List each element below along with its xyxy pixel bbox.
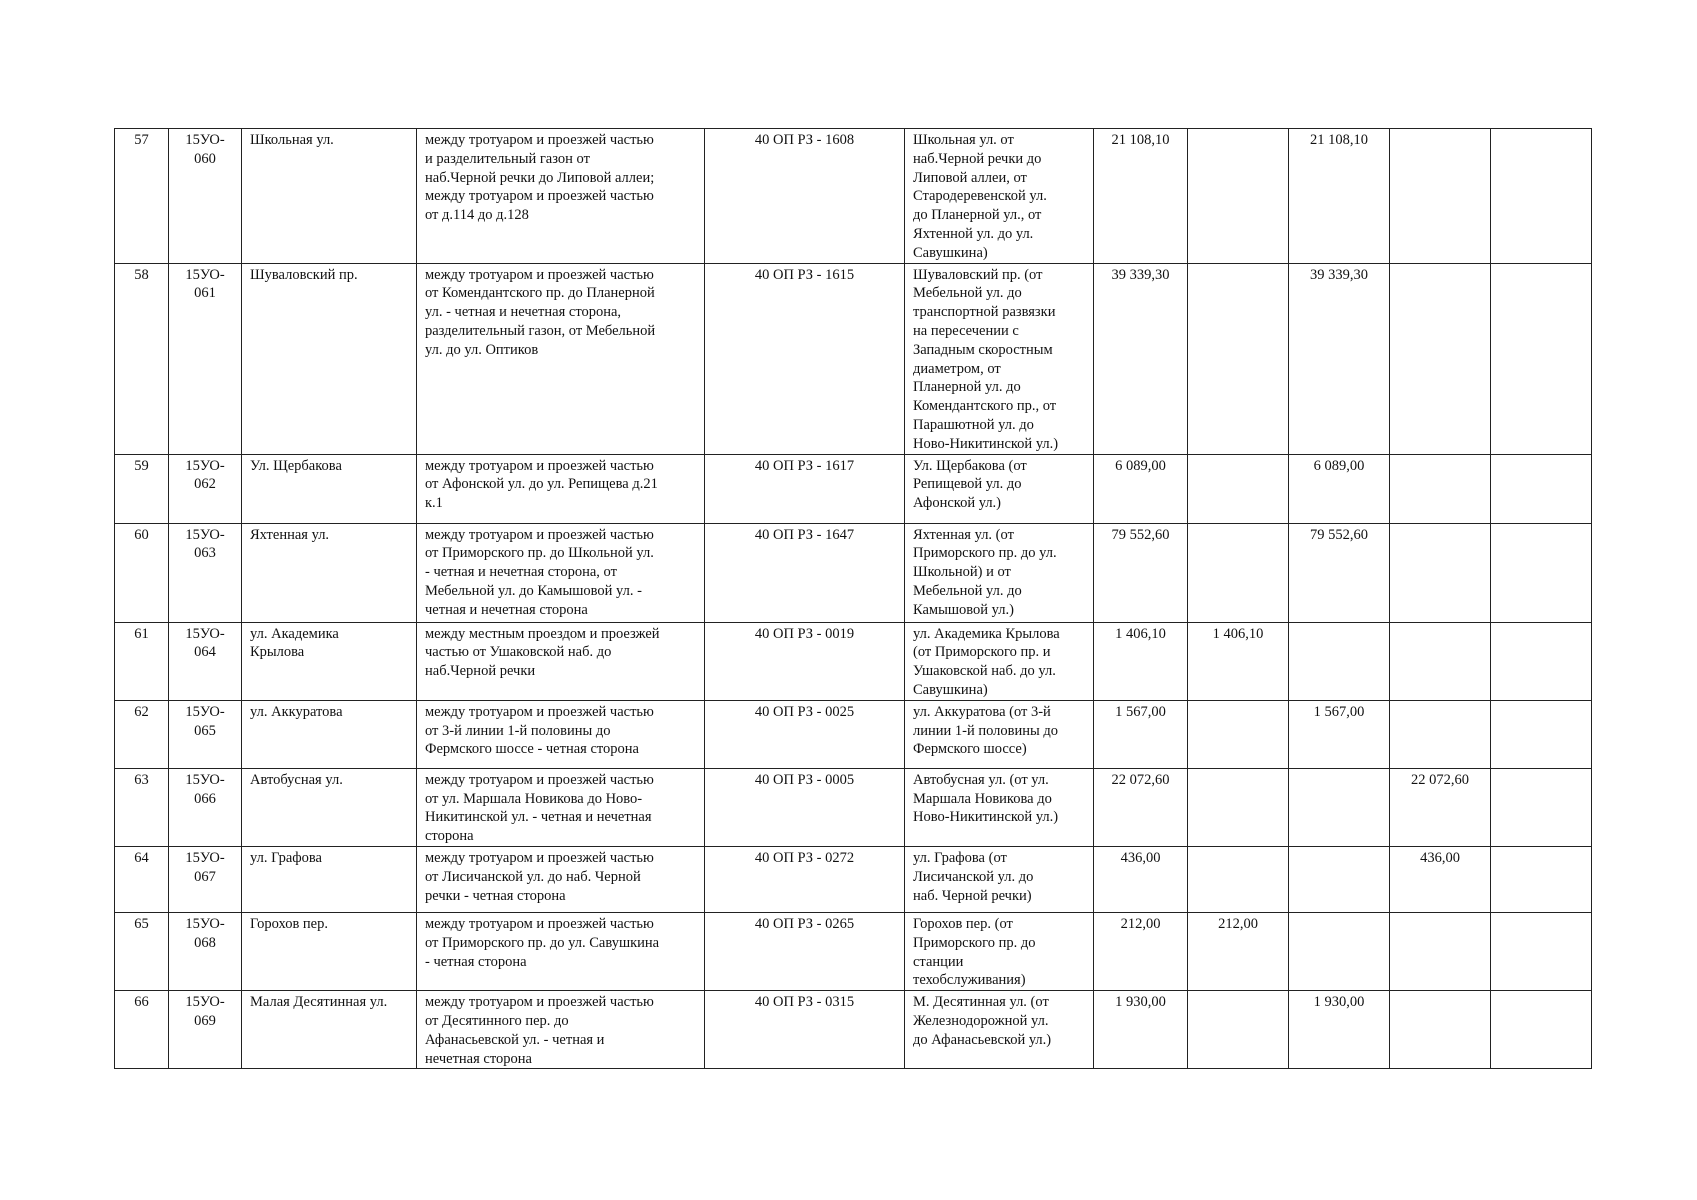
object-code — [169, 263, 242, 454]
table-row — [115, 523, 1592, 622]
total-area: 436,00 — [1094, 846, 1188, 912]
table-row — [115, 768, 1592, 846]
location-description-line: от Десятинного пер. до — [425, 1012, 569, 1029]
street-name — [242, 768, 417, 846]
road-section-line: диаметром, от — [913, 360, 1001, 377]
road-section-line: Школьной) и от — [913, 564, 1011, 581]
street-name — [242, 991, 417, 1069]
object-code-line: 066 — [194, 790, 216, 807]
street-name-line: Автобусная ул. — [250, 771, 343, 788]
row-number: 60 — [115, 523, 169, 622]
area-column-3 — [1390, 129, 1491, 264]
location-description-line: от д.114 до д.128 — [425, 207, 529, 224]
location-description-line: разделительный газон, от Мебельной — [425, 322, 656, 339]
location-description-line: от Лисичанской ул. до наб. Черной — [425, 868, 641, 885]
road-section-line: (от Приморского пр. и — [913, 644, 1051, 661]
area-column-4 — [1491, 912, 1592, 990]
area-column-1 — [1188, 523, 1289, 622]
road-section-line: Ново-Никитинской ул.) — [913, 435, 1059, 452]
location-description — [417, 991, 705, 1069]
road-section-line: Репищевой ул. до — [913, 476, 1022, 493]
area-column-3 — [1390, 700, 1491, 768]
area-column-1 — [1188, 991, 1289, 1069]
area-column-3 — [1390, 991, 1491, 1069]
location-description-line: между тротуаром и проезжей частью — [425, 526, 654, 543]
area-column-3: 436,00 — [1390, 846, 1491, 912]
road-section — [905, 912, 1094, 990]
location-description-line: между тротуаром и проезжей частью — [425, 771, 654, 788]
area-column-4 — [1491, 846, 1592, 912]
area-column-2: 1 567,00 — [1289, 700, 1390, 768]
road-section-line: до Планерной ул., от — [913, 207, 1042, 224]
road-section — [905, 846, 1094, 912]
street-name-line: Школьная ул. — [250, 132, 334, 148]
location-description-line: наб.Черной речки — [425, 663, 536, 680]
road-section-line: Автобусная ул. (от ул. — [913, 771, 1049, 788]
location-description-line: четная и нечетная сторона — [425, 601, 588, 618]
area-column-2: 1 930,00 — [1289, 991, 1390, 1069]
area-column-3 — [1390, 912, 1491, 990]
location-description-line: между тротуаром и проезжей частью — [425, 457, 654, 474]
location-description-line: ул. до ул. Оптиков — [425, 341, 539, 358]
area-column-2: 21 108,10 — [1289, 129, 1390, 264]
street-name — [242, 912, 417, 990]
road-section-line: Шуваловский пр. (от — [913, 266, 1043, 283]
street-name — [242, 700, 417, 768]
road-section-line: Яхтенной ул. до ул. — [913, 225, 1034, 242]
location-description-line: ул. - четная и нечетная сторона, — [425, 304, 622, 321]
road-section-line: Комендантского пр., от — [913, 398, 1057, 415]
road-section — [905, 622, 1094, 700]
object-code-line: 15УО- — [185, 849, 225, 866]
road-section-line: Липовой аллеи, от — [913, 169, 1027, 186]
total-area: 22 072,60 — [1094, 768, 1188, 846]
area-column-2 — [1289, 846, 1390, 912]
total-area: 212,00 — [1094, 912, 1188, 990]
row-number: 63 — [115, 768, 169, 846]
document-page — [114, 128, 1591, 1069]
road-section-line: Ул. Щербакова (от — [913, 457, 1027, 474]
row-number: 66 — [115, 991, 169, 1069]
data-table — [114, 128, 1592, 1069]
object-code-line: 061 — [194, 285, 216, 302]
area-column-3 — [1390, 454, 1491, 523]
road-registry-number: 40 ОП РЗ - 1608 — [705, 129, 905, 264]
area-column-1 — [1188, 454, 1289, 523]
location-description-line: между тротуаром и проезжей частью — [425, 132, 654, 148]
street-name-line: Яхтенная ул. — [250, 526, 330, 543]
location-description-line: к.1 — [425, 495, 443, 512]
table-row — [115, 912, 1592, 990]
road-section-line: Савушкина) — [913, 244, 988, 261]
road-section-line: наб.Черной речки до — [913, 150, 1042, 167]
road-section-line: Планерной ул. до — [913, 379, 1021, 396]
street-name — [242, 263, 417, 454]
object-code — [169, 700, 242, 768]
area-column-1 — [1188, 700, 1289, 768]
location-description — [417, 454, 705, 523]
object-code — [169, 454, 242, 523]
area-column-1 — [1188, 846, 1289, 912]
location-description-line: между тротуаром и проезжей частью — [425, 915, 654, 932]
total-area: 21 108,10 — [1094, 129, 1188, 264]
area-column-1: 212,00 — [1188, 912, 1289, 990]
road-section-line: Ново-Никитинской ул.) — [913, 809, 1059, 826]
location-description-line: между местным проездом и проезжей — [425, 625, 660, 642]
location-description-line: от Комендантского пр. до Планерной — [425, 285, 655, 302]
location-description — [417, 622, 705, 700]
street-name — [242, 129, 417, 264]
road-section-line: Ушаковской наб. до ул. — [913, 663, 1056, 680]
row-number: 65 — [115, 912, 169, 990]
road-section-line: Парашютной ул. до — [913, 416, 1034, 433]
road-registry-number: 40 ОП РЗ - 1615 — [705, 263, 905, 454]
road-section-line: Маршала Новикова до — [913, 790, 1052, 807]
road-section — [905, 454, 1094, 523]
location-description-line: между тротуаром и проезжей частью — [425, 849, 654, 866]
location-description-line: сторона — [425, 828, 474, 845]
location-description — [417, 846, 705, 912]
street-name-line: Крылова — [250, 644, 305, 661]
location-description-line: нечетная сторона — [425, 1050, 532, 1067]
table-row — [115, 263, 1592, 454]
road-registry-number: 40 ОП РЗ - 1647 — [705, 523, 905, 622]
table-row — [115, 454, 1592, 523]
area-column-3 — [1390, 263, 1491, 454]
area-column-1 — [1188, 263, 1289, 454]
road-section — [905, 129, 1094, 264]
location-description — [417, 523, 705, 622]
area-column-4 — [1491, 991, 1592, 1069]
road-section-line: Горохов пер. (от — [913, 915, 1013, 932]
road-section-line: Мебельной ул. до — [913, 285, 1022, 302]
object-code — [169, 129, 242, 264]
location-description-line: Фермского шоссе - четная сторона — [425, 741, 639, 758]
street-name-line: Малая Десятинная ул. — [250, 994, 388, 1011]
road-registry-number: 40 ОП РЗ - 0265 — [705, 912, 905, 990]
location-description-line: от ул. Маршала Новикова до Ново- — [425, 790, 643, 807]
object-code-line: 15УО- — [185, 703, 225, 720]
road-section — [905, 768, 1094, 846]
location-description-line: между тротуаром и проезжей частью — [425, 703, 654, 720]
location-description-line: между тротуаром и проезжей частью — [425, 266, 654, 283]
location-description-line: - четная и нечетная сторона, от — [425, 564, 617, 581]
road-section — [905, 700, 1094, 768]
road-section-line: Яхтенная ул. (от — [913, 526, 1014, 543]
street-name-line: Ул. Щербакова — [250, 457, 342, 474]
row-number: 59 — [115, 454, 169, 523]
area-column-2 — [1289, 768, 1390, 846]
road-section — [905, 523, 1094, 622]
object-code — [169, 768, 242, 846]
street-name-line: Шуваловский пр. — [250, 266, 358, 283]
road-section-line: Железнодорожной ул. — [913, 1012, 1049, 1029]
total-area: 79 552,60 — [1094, 523, 1188, 622]
street-name — [242, 846, 417, 912]
area-column-3 — [1390, 622, 1491, 700]
road-section-line: Школьная ул. от — [913, 132, 1014, 148]
object-code-line: 15УО- — [185, 266, 225, 283]
area-column-4 — [1491, 129, 1592, 264]
road-registry-number: 40 ОП РЗ - 1617 — [705, 454, 905, 523]
object-code-line: 15УО- — [185, 132, 225, 148]
object-code-line: 15УО- — [185, 994, 225, 1011]
location-description-line: между тротуаром и проезжей частью — [425, 188, 654, 205]
total-area: 39 339,30 — [1094, 263, 1188, 454]
area-column-2 — [1289, 622, 1390, 700]
object-code — [169, 622, 242, 700]
location-description — [417, 129, 705, 264]
object-code — [169, 912, 242, 990]
row-number: 61 — [115, 622, 169, 700]
table-row — [115, 129, 1592, 264]
road-section-line: Фермского шоссе) — [913, 741, 1027, 758]
location-description-line: частью от Ушаковской наб. до — [425, 644, 612, 661]
object-code — [169, 523, 242, 622]
road-registry-number: 40 ОП РЗ - 0315 — [705, 991, 905, 1069]
total-area: 1 406,10 — [1094, 622, 1188, 700]
road-registry-number: 40 ОП РЗ - 0019 — [705, 622, 905, 700]
area-column-4 — [1491, 523, 1592, 622]
road-section-line: транспортной развязки — [913, 304, 1056, 321]
object-code-line: 069 — [194, 1012, 216, 1029]
area-column-2: 39 339,30 — [1289, 263, 1390, 454]
street-name — [242, 454, 417, 523]
area-column-3 — [1390, 523, 1491, 622]
area-column-4 — [1491, 263, 1592, 454]
road-section-line: линии 1-й половины до — [913, 722, 1059, 739]
table-row — [115, 622, 1592, 700]
road-section-line: ул. Академика Крылова — [913, 625, 1060, 642]
location-description-line: между тротуаром и проезжей частью — [425, 994, 654, 1011]
object-code-line: 15УО- — [185, 915, 225, 932]
road-section-line: Камышовой ул.) — [913, 601, 1014, 618]
location-description — [417, 768, 705, 846]
location-description-line: от Приморского пр. до ул. Савушкина — [425, 934, 660, 951]
road-section-line: до Афанасьевской ул.) — [913, 1031, 1052, 1048]
road-section-line: на пересечении с — [913, 322, 1019, 339]
object-code-line: 15УО- — [185, 771, 225, 788]
road-registry-number: 40 ОП РЗ - 0025 — [705, 700, 905, 768]
location-description-line: Мебельной ул. до Камышовой ул. - — [425, 582, 642, 599]
row-number: 57 — [115, 129, 169, 264]
location-description-line: Афанасьевской ул. - четная и — [425, 1031, 605, 1048]
area-column-4 — [1491, 700, 1592, 768]
road-section-line: станции — [913, 953, 964, 970]
object-code-line: 15УО- — [185, 526, 225, 543]
location-description-line: и разделительный газон от — [425, 150, 590, 167]
road-section-line: Приморского пр. до ул. — [913, 545, 1057, 562]
total-area: 6 089,00 — [1094, 454, 1188, 523]
object-code-line: 15УО- — [185, 457, 225, 474]
road-section-line: Савушкина) — [913, 681, 988, 698]
area-column-1: 1 406,10 — [1188, 622, 1289, 700]
road-section — [905, 263, 1094, 454]
area-column-3: 22 072,60 — [1390, 768, 1491, 846]
total-area: 1 567,00 — [1094, 700, 1188, 768]
object-code-line: 15УО- — [185, 625, 225, 642]
area-column-1 — [1188, 768, 1289, 846]
road-section-line: Мебельной ул. до — [913, 582, 1022, 599]
location-description-line: от 3-й линии 1-й половины до — [425, 722, 611, 739]
street-name-line: ул. Графова — [250, 849, 322, 866]
street-name-line: Горохов пер. — [250, 915, 328, 932]
table-row — [115, 846, 1592, 912]
road-section-line: Лисичанской ул. до — [913, 868, 1034, 885]
road-section-line: ул. Аккуратова (от 3-й — [913, 703, 1051, 720]
row-number: 58 — [115, 263, 169, 454]
street-name-line: ул. Аккуратова — [250, 703, 343, 720]
object-code — [169, 846, 242, 912]
object-code — [169, 991, 242, 1069]
row-number: 64 — [115, 846, 169, 912]
road-section — [905, 991, 1094, 1069]
area-column-4 — [1491, 768, 1592, 846]
road-section-line: Афонской ул.) — [913, 495, 1002, 512]
location-description-line: от Приморского пр. до Школьной ул. — [425, 545, 654, 562]
area-column-4 — [1491, 454, 1592, 523]
area-column-4 — [1491, 622, 1592, 700]
location-description-line: Никитинской ул. - четная и нечетная — [425, 809, 652, 826]
street-name — [242, 523, 417, 622]
object-code-line: 068 — [194, 934, 216, 951]
location-description-line: наб.Черной речки до Липовой аллеи; — [425, 169, 655, 186]
object-code-line: 063 — [194, 545, 216, 562]
total-area: 1 930,00 — [1094, 991, 1188, 1069]
road-section-line: Стародеревенской ул. — [913, 188, 1047, 205]
object-code-line: 060 — [194, 150, 216, 167]
object-code-line: 064 — [194, 644, 216, 661]
table-body — [115, 129, 1592, 1069]
road-section-line: техобслуживания) — [913, 972, 1026, 989]
road-registry-number: 40 ОП РЗ - 0272 — [705, 846, 905, 912]
road-registry-number: 40 ОП РЗ - 0005 — [705, 768, 905, 846]
area-column-2 — [1289, 912, 1390, 990]
road-section-line: Приморского пр. до — [913, 934, 1036, 951]
area-column-2: 6 089,00 — [1289, 454, 1390, 523]
row-number: 62 — [115, 700, 169, 768]
road-section-line: М. Десятинная ул. (от — [913, 994, 1049, 1011]
street-name — [242, 622, 417, 700]
road-section-line: ул. Графова (от — [913, 849, 1007, 866]
road-section-line: наб. Черной речки) — [913, 887, 1032, 904]
table-row — [115, 700, 1592, 768]
location-description — [417, 263, 705, 454]
location-description-line: - четная сторона — [425, 953, 527, 970]
object-code-line: 062 — [194, 476, 216, 493]
location-description-line: от Афонской ул. до ул. Репищева д.21 — [425, 476, 658, 493]
street-name-line: ул. Академика — [250, 625, 339, 642]
area-column-1 — [1188, 129, 1289, 264]
area-column-2: 79 552,60 — [1289, 523, 1390, 622]
road-section-line: Западным скоростным — [913, 341, 1053, 358]
location-description-line: речки - четная сторона — [425, 887, 566, 904]
object-code-line: 065 — [194, 722, 216, 739]
table-row — [115, 991, 1592, 1069]
location-description — [417, 700, 705, 768]
location-description — [417, 912, 705, 990]
object-code-line: 067 — [194, 868, 216, 885]
